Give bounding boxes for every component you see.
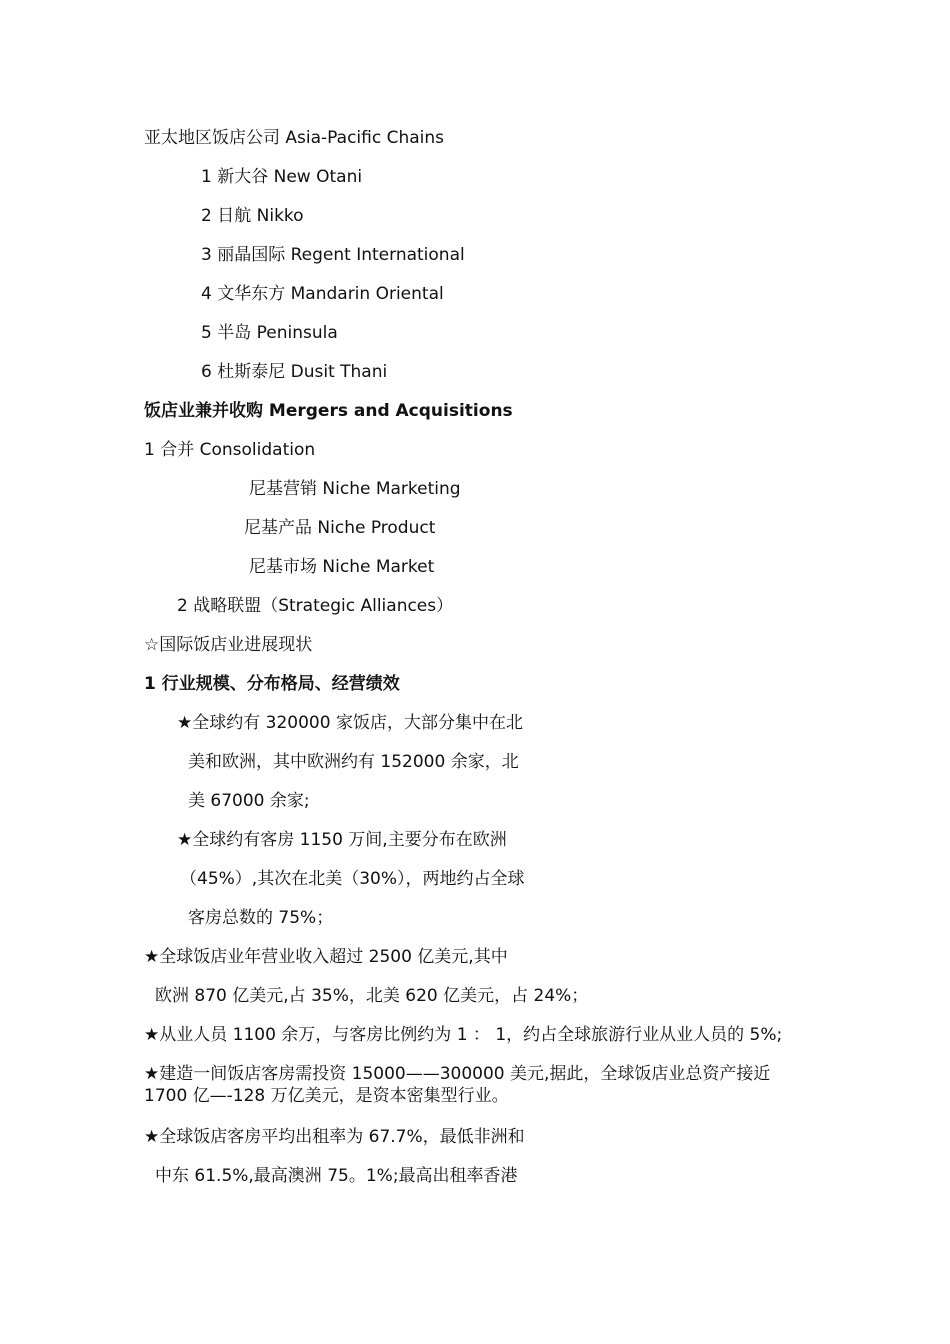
paragraph-line: （45%）,其次在北美（30%），两地约占全球 bbox=[180, 869, 525, 889]
paragraph-line: ★全球饭店客房平均出租率为 67.7%，最低非洲和 bbox=[144, 1127, 525, 1147]
paragraph-investment: ★建造一间饭店客房需投资 15000——300000 美元,据此，全球饭店业总资产接近 1700 亿—-128 万亿美元，是资本密集型行业。 bbox=[144, 1064, 771, 1106]
list-item-nikko: 2 日航 Nikko bbox=[201, 206, 304, 226]
section-heading-asia-pacific: 亚太地区饭店公司 Asia-Pacific Chains bbox=[144, 128, 445, 148]
section-heading-status: ☆国际饭店业进展现状 bbox=[144, 635, 313, 655]
paragraph-line: 客房总数的 75%； bbox=[188, 908, 334, 928]
list-item-new-otani: 1 新大谷 New Otani bbox=[201, 167, 363, 187]
paragraph-line: 中东 61.5%,最高澳洲 75。1%;最高出租率香港 bbox=[155, 1166, 518, 1186]
paragraph-line: 美和欧洲，其中欧洲约有 152000 余家，北 bbox=[188, 752, 519, 772]
list-item-strategic-alliances: 2 战略联盟（Strategic Alliances） bbox=[177, 596, 454, 616]
list-item-dusit-thani: 6 杜斯泰尼 Dusit Thani bbox=[201, 362, 388, 382]
paragraph-line: 美 67000 余家; bbox=[188, 791, 310, 811]
list-item-consolidation: 1 合并 Consolidation bbox=[144, 440, 316, 460]
paragraph-line: 欧洲 870 亿美元,占 35%，北美 620 亿美元，占 24%； bbox=[155, 986, 589, 1006]
list-item-peninsula: 5 半岛 Peninsula bbox=[201, 323, 338, 343]
subheading-industry-scale: 1 行业规模、分布格局、经营绩效 bbox=[144, 674, 400, 694]
list-item-regent: 3 丽晶国际 Regent International bbox=[201, 245, 465, 265]
paragraph-line: ★全球饭店业年营业收入超过 2500 亿美元,其中 bbox=[144, 947, 508, 967]
paragraph-line: ★全球约有 320000 家饭店，大部分集中在北 bbox=[177, 713, 523, 733]
paragraph-line: ★全球约有客房 1150 万间,主要分布在欧洲 bbox=[177, 830, 507, 850]
paragraph-line: ★从业人员 1100 余万，与客房比例约为 1 ： 1，约占全球旅游行业从业人员的 5%; bbox=[144, 1025, 783, 1045]
list-item-niche-marketing: 尼基营销 Niche Marketing bbox=[249, 479, 461, 499]
section-heading-mergers: 饭店业兼并收购 Mergers and Acquisitions bbox=[144, 401, 513, 421]
list-item-niche-product: 尼基产品 Niche Product bbox=[244, 518, 436, 538]
list-item-mandarin: 4 文华东方 Mandarin Oriental bbox=[201, 284, 444, 304]
list-item-niche-market: 尼基市场 Niche Market bbox=[249, 557, 435, 577]
